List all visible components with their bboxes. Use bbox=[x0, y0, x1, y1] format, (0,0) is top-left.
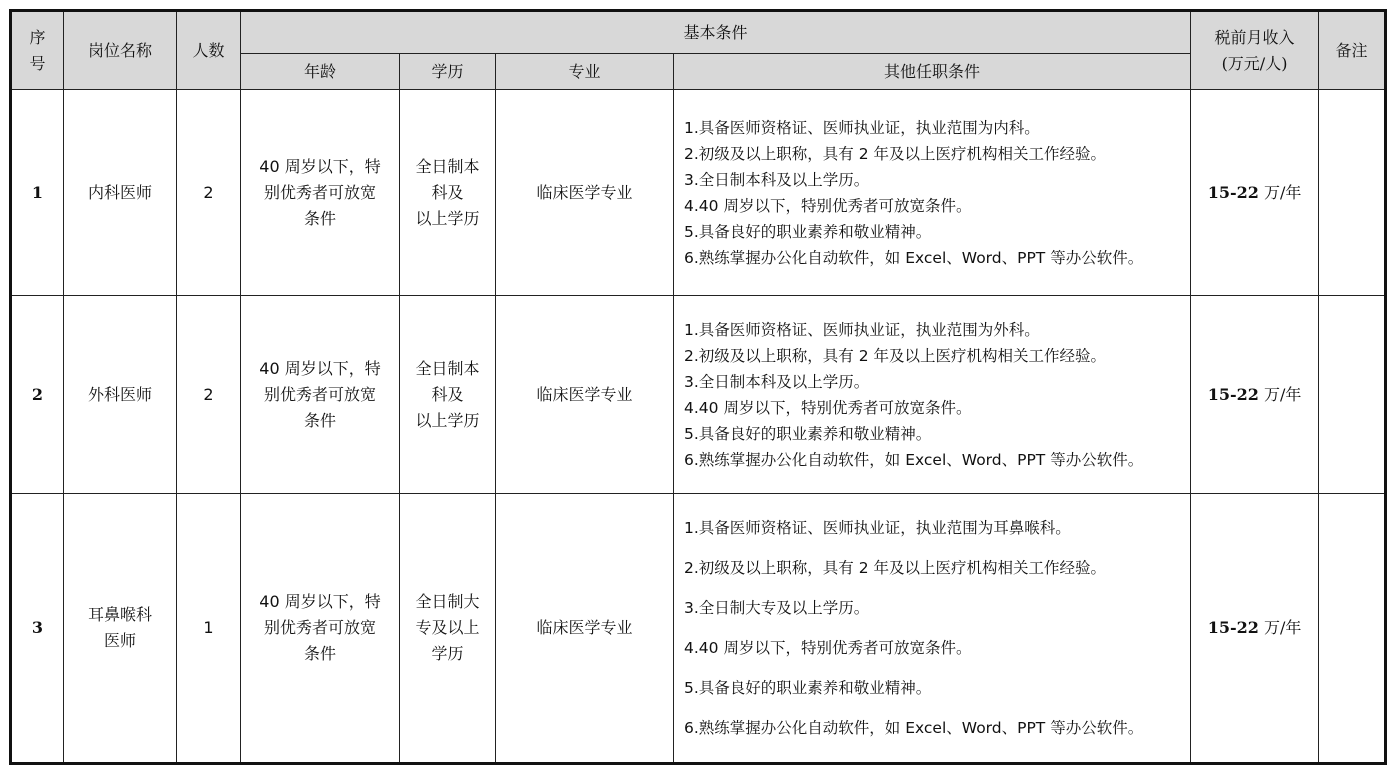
income-unit: 万/年 bbox=[1258, 182, 1302, 202]
requirement-item: 1.具备医师资格证、医师执业证，执业范围为耳鼻喉科。 bbox=[684, 519, 1071, 537]
requirement-item: 2.初级及以上职称，具有 2 年及以上医疗机构相关工作经验。 bbox=[684, 144, 1107, 163]
age-line: 40 周岁以下，特 bbox=[259, 592, 381, 611]
age-line: 别优秀者可放宽 bbox=[263, 618, 376, 637]
row-major: 临床医学专业 bbox=[496, 494, 674, 764]
table-row bbox=[11, 494, 1386, 764]
row-count: 2 bbox=[177, 296, 241, 494]
requirement-item: 3.全日制大专及以上学历。 bbox=[684, 599, 870, 617]
row-remark bbox=[1319, 90, 1386, 296]
requirement-item: 5.具备良好的职业素养和敬业精神。 bbox=[684, 424, 932, 443]
requirement-item: 2.初级及以上职称，具有 2 年及以上医疗机构相关工作经验。 bbox=[684, 559, 1107, 577]
table-row bbox=[11, 296, 1386, 494]
row-seq: 1 bbox=[11, 90, 64, 296]
header-major: 专业 bbox=[496, 54, 674, 90]
age-line: 40 周岁以下，特 bbox=[259, 358, 381, 378]
row-major: 临床医学专业 bbox=[496, 90, 674, 296]
requirement-item: 2.初级及以上职称，具有 2 年及以上医疗机构相关工作经验。 bbox=[684, 346, 1107, 365]
education-line: 科及 bbox=[431, 182, 464, 202]
position-line: 耳鼻喉科 bbox=[87, 605, 152, 624]
age-line: 条件 bbox=[303, 644, 336, 663]
header-other-requirements: 其他任职条件 bbox=[674, 54, 1191, 90]
education-line: 科及 bbox=[431, 384, 464, 404]
income-value: 15-22 bbox=[1207, 618, 1259, 637]
requirement-item: 6.熟练掌握办公化自动软件，如 Excel、Word、PPT 等办公软件。 bbox=[684, 450, 1144, 469]
header-remark: 备注 bbox=[1319, 11, 1386, 90]
row-requirements bbox=[674, 90, 1191, 296]
age-line: 别优秀者可放宽 bbox=[263, 182, 376, 202]
education-line: 全日制大 bbox=[415, 592, 480, 611]
age-line: 40 周岁以下，特 bbox=[259, 156, 381, 176]
row-position bbox=[64, 296, 177, 494]
table-row bbox=[11, 90, 1386, 296]
requirement-item: 3.全日制本科及以上学历。 bbox=[684, 372, 870, 391]
row-requirements bbox=[674, 494, 1191, 764]
header-seq bbox=[11, 11, 64, 90]
header-income-line: (万元/人) bbox=[1221, 53, 1288, 73]
requirement-item: 6.熟练掌握办公化自动软件，如 Excel、Word、PPT 等办公软件。 bbox=[684, 719, 1144, 737]
row-income bbox=[1191, 90, 1319, 296]
position-line: 内科医师 bbox=[87, 182, 152, 202]
age-line: 条件 bbox=[303, 208, 336, 228]
header-income-line: 税前月收入 bbox=[1214, 27, 1295, 47]
row-count: 1 bbox=[177, 494, 241, 764]
row-seq: 2 bbox=[11, 296, 64, 494]
row-requirements bbox=[674, 296, 1191, 494]
requirement-item: 4.40 周岁以下，特别优秀者可放宽条件。 bbox=[684, 639, 972, 657]
education-line: 专及以上 bbox=[415, 618, 480, 637]
position-line: 外科医师 bbox=[87, 384, 152, 404]
education-line: 全日制本 bbox=[415, 358, 480, 378]
income-unit: 万/年 bbox=[1258, 618, 1302, 637]
header-row-1 bbox=[11, 11, 1386, 54]
header-education: 学历 bbox=[400, 54, 496, 90]
row-income bbox=[1191, 494, 1319, 764]
age-line: 别优秀者可放宽 bbox=[263, 384, 376, 404]
education-line: 以上学历 bbox=[415, 410, 480, 430]
requirement-item: 3.全日制本科及以上学历。 bbox=[684, 170, 870, 189]
row-education bbox=[400, 90, 496, 296]
requirement-item: 4.40 周岁以下，特别优秀者可放宽条件。 bbox=[684, 196, 972, 215]
header-age: 年龄 bbox=[241, 54, 400, 90]
header-income bbox=[1191, 11, 1319, 90]
header-position: 岗位名称 bbox=[64, 11, 177, 90]
row-age bbox=[241, 296, 400, 494]
requirement-item: 4.40 周岁以下，特别优秀者可放宽条件。 bbox=[684, 398, 972, 417]
row-major: 临床医学专业 bbox=[496, 296, 674, 494]
row-remark bbox=[1319, 296, 1386, 494]
requirement-item: 5.具备良好的职业素养和敬业精神。 bbox=[684, 222, 932, 241]
header-count: 人数 bbox=[177, 11, 241, 90]
requirement-item: 1.具备医师资格证、医师执业证，执业范围为内科。 bbox=[684, 118, 1040, 137]
income-value: 15-22 bbox=[1207, 182, 1259, 202]
row-age bbox=[241, 494, 400, 764]
income-value: 15-22 bbox=[1207, 384, 1259, 404]
requirement-item: 1.具备医师资格证、医师执业证，执业范围为外科。 bbox=[684, 320, 1040, 339]
age-line: 条件 bbox=[303, 410, 336, 430]
row-age bbox=[241, 90, 400, 296]
education-line: 学历 bbox=[431, 644, 464, 663]
row-position bbox=[64, 494, 177, 764]
recruitment-table bbox=[9, 9, 1387, 765]
requirement-item: 6.熟练掌握办公化自动软件，如 Excel、Word、PPT 等办公软件。 bbox=[684, 248, 1144, 267]
requirement-item: 5.具备良好的职业素养和敬业精神。 bbox=[684, 679, 932, 697]
header-seq-line: 序 bbox=[29, 27, 46, 47]
income-unit: 万/年 bbox=[1258, 384, 1302, 404]
row-count: 2 bbox=[177, 90, 241, 296]
row-remark bbox=[1319, 494, 1386, 764]
row-income bbox=[1191, 296, 1319, 494]
row-education bbox=[400, 494, 496, 764]
header-seq-line: 号 bbox=[29, 53, 46, 73]
education-line: 全日制本 bbox=[415, 156, 480, 176]
education-line: 以上学历 bbox=[415, 208, 480, 228]
row-education bbox=[400, 296, 496, 494]
row-position bbox=[64, 90, 177, 296]
row-seq: 3 bbox=[11, 494, 64, 764]
header-basic-conditions: 基本条件 bbox=[241, 11, 1191, 54]
position-line: 医师 bbox=[103, 631, 136, 650]
